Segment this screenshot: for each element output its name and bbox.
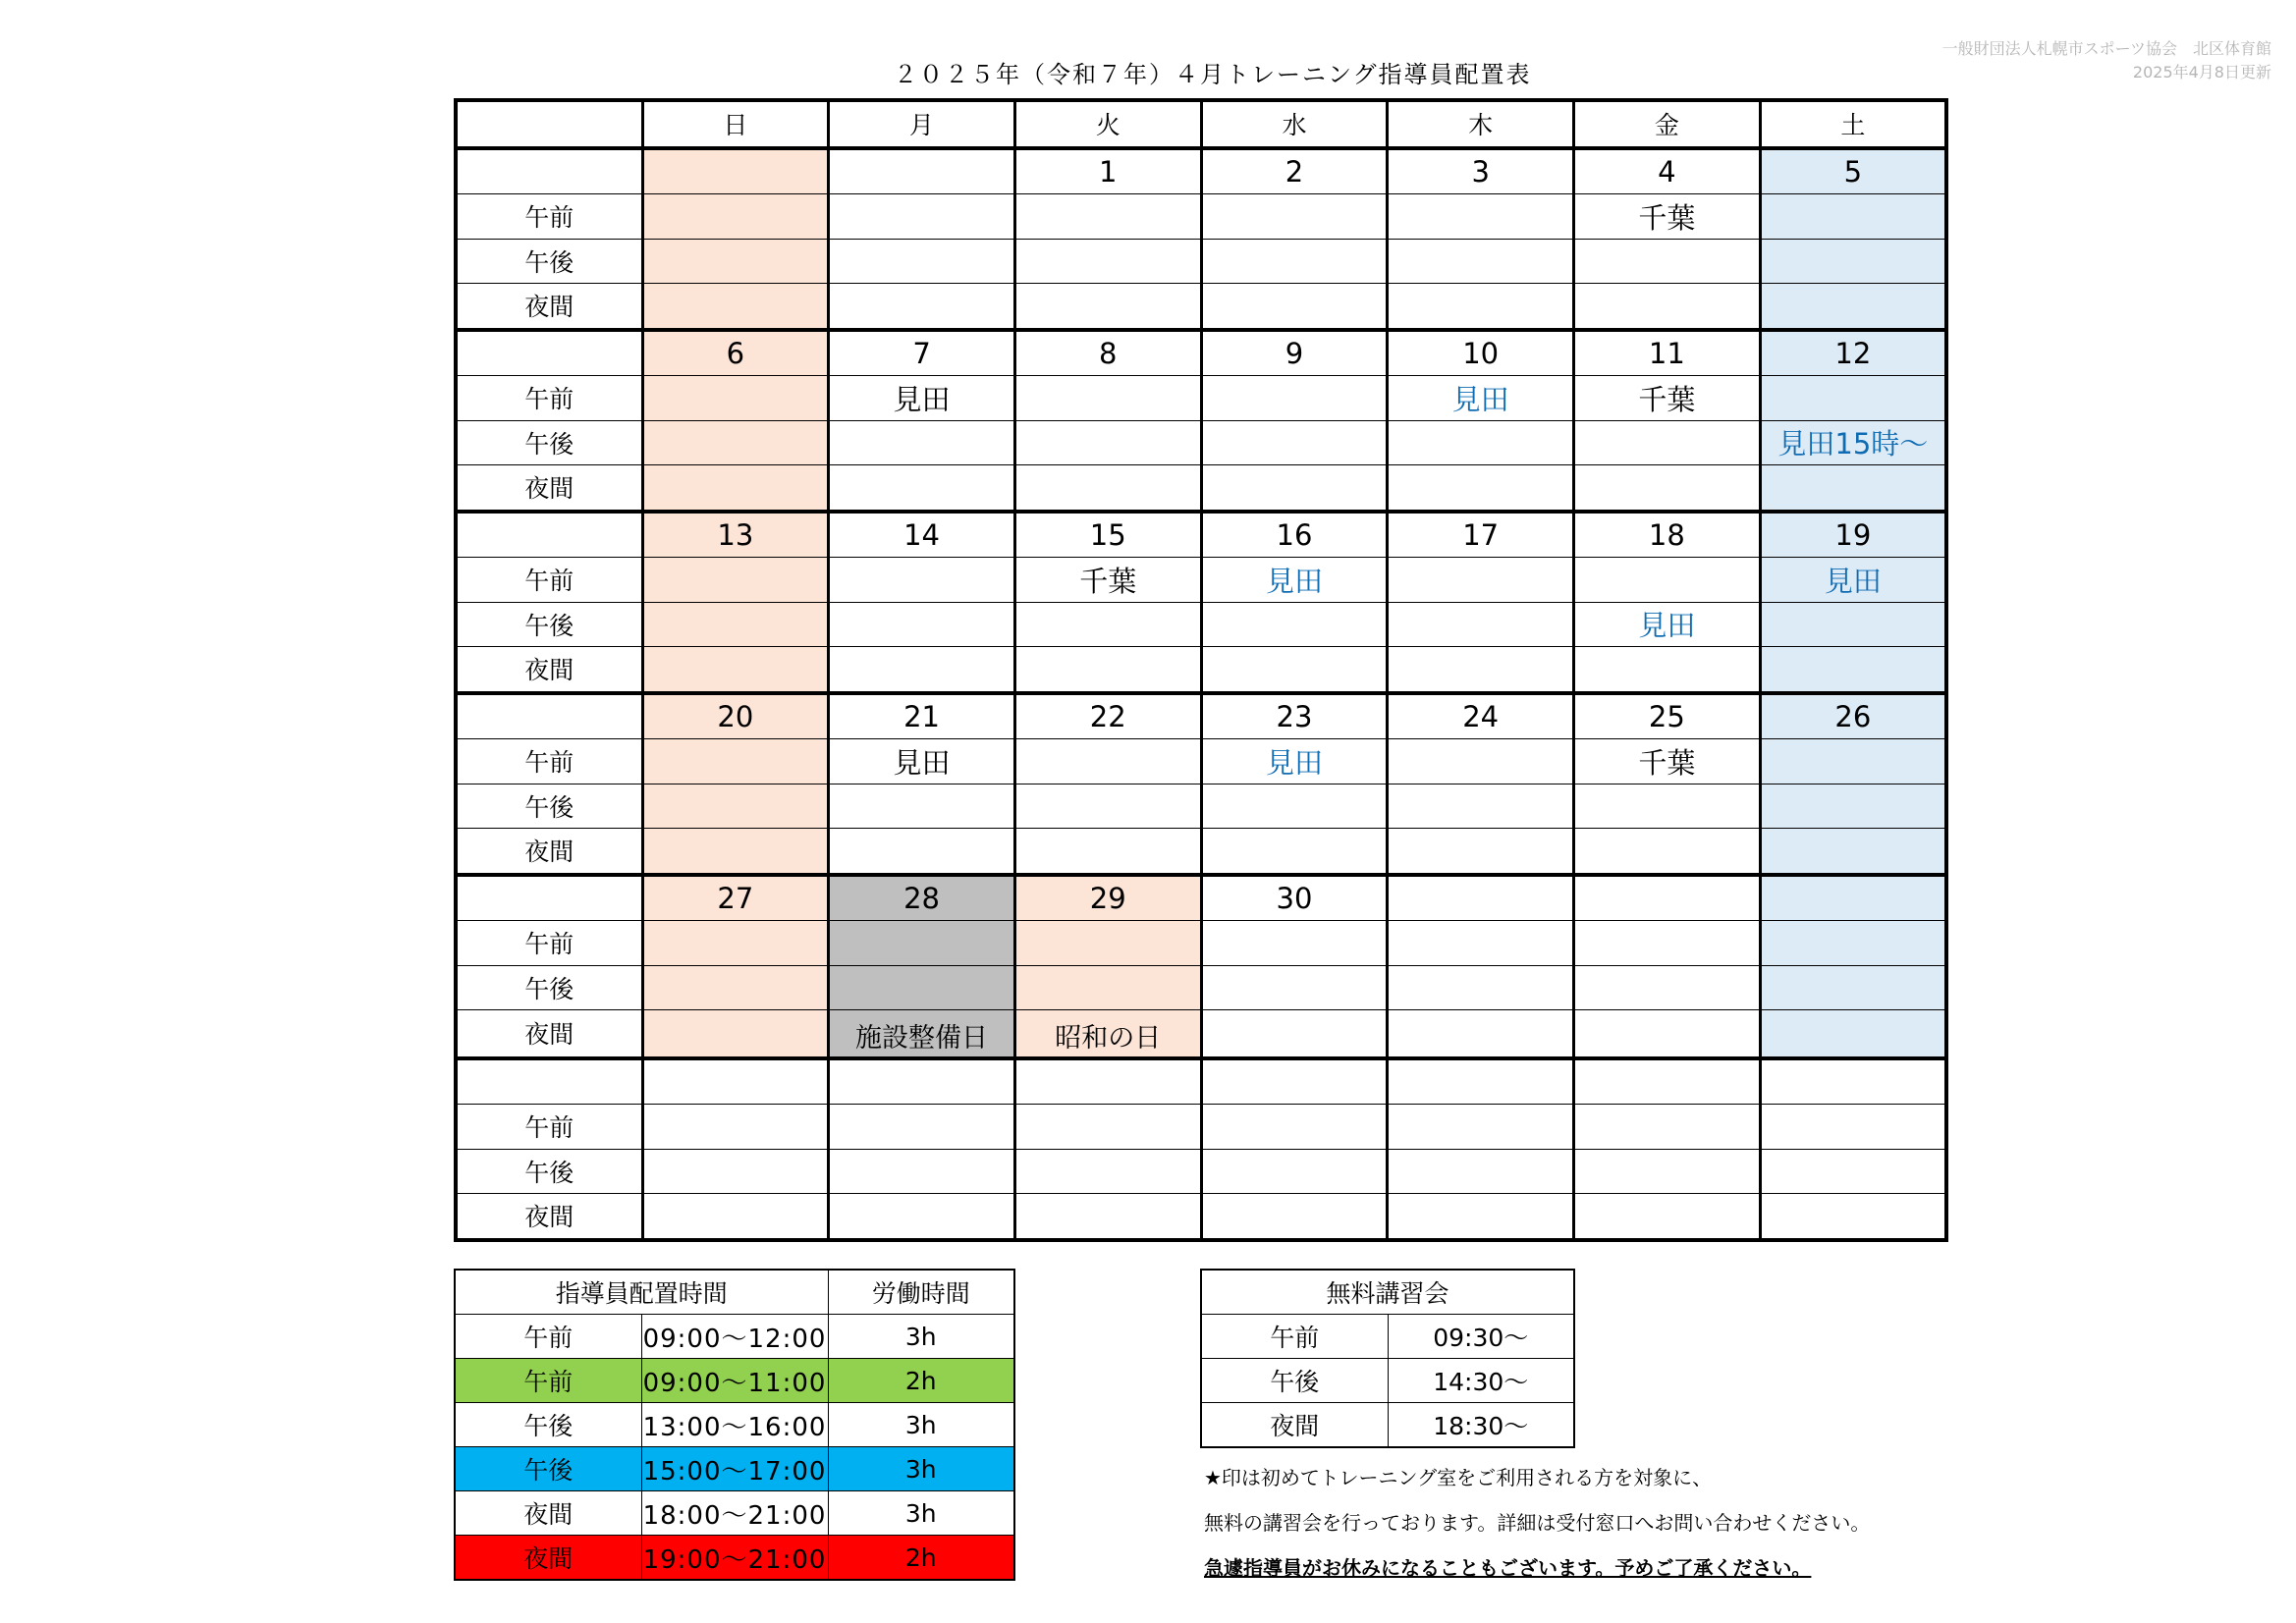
week-slot-row	[456, 647, 1946, 693]
staff-cell	[1014, 239, 1201, 284]
slot-label: 午前	[456, 376, 642, 421]
day-number	[642, 148, 829, 194]
staff-cell	[1388, 1149, 1574, 1194]
staff-cell	[1574, 1194, 1761, 1240]
week-slot-row	[456, 1149, 1946, 1194]
slot-label: 午後	[456, 602, 642, 647]
lecture-title: 無料講習会	[1201, 1270, 1574, 1315]
day-number: 12	[1760, 330, 1946, 376]
lecture-slot: 夜間	[1201, 1403, 1388, 1448]
slot-label: 午後	[456, 784, 642, 829]
lecture-header-row	[1201, 1270, 1574, 1315]
staff-cell	[1574, 965, 1761, 1010]
staff-cell	[642, 829, 829, 875]
staff-cell	[829, 602, 1015, 647]
staff-cell	[1388, 465, 1574, 512]
week-slot-row	[456, 465, 1946, 512]
staff-cell	[1201, 1194, 1388, 1240]
shift-row	[455, 1315, 1014, 1359]
week-slot-row	[456, 1105, 1946, 1150]
staff-cell	[1014, 1105, 1201, 1150]
shift-row	[455, 1403, 1014, 1447]
day-number	[1574, 1058, 1761, 1105]
staff-cell: 昭和の日	[1014, 1010, 1201, 1058]
staff-cell	[829, 1149, 1015, 1194]
week-date-row	[456, 875, 1946, 921]
staff-cell	[1201, 784, 1388, 829]
staff-cell: 施設整備日	[829, 1010, 1015, 1058]
day-number: 5	[1760, 148, 1946, 194]
slot-label: 夜間	[456, 647, 642, 693]
day-number: 16	[1201, 512, 1388, 558]
slot-label: 午前	[456, 739, 642, 784]
lecture-table	[1200, 1269, 1575, 1448]
slot-label: 夜間	[456, 1194, 642, 1240]
staff-cell	[1574, 239, 1761, 284]
staff-cell	[1388, 784, 1574, 829]
lecture-row	[1201, 1403, 1574, 1448]
staff-cell	[642, 602, 829, 647]
row-label-empty	[456, 148, 642, 194]
staff-cell	[1388, 284, 1574, 330]
shift-time-table	[454, 1269, 1015, 1581]
slot-label: 午前	[456, 921, 642, 966]
shift-header-row	[455, 1270, 1014, 1315]
staff-cell	[829, 284, 1015, 330]
day-number: 8	[1014, 330, 1201, 376]
staff-cell	[829, 420, 1015, 465]
lecture-row	[1201, 1359, 1574, 1403]
slot-label: 夜間	[456, 284, 642, 330]
staff-cell	[829, 558, 1015, 603]
staff-cell	[1201, 921, 1388, 966]
day-number: 18	[1574, 512, 1761, 558]
staff-cell: 見田	[829, 739, 1015, 784]
week-slot-row	[456, 739, 1946, 784]
row-label-empty	[456, 512, 642, 558]
day-number	[1760, 875, 1946, 921]
staff-cell	[642, 921, 829, 966]
staff-cell	[642, 784, 829, 829]
staff-cell	[642, 239, 829, 284]
staff-cell	[1201, 965, 1388, 1010]
staff-cell	[1014, 376, 1201, 421]
staff-cell	[829, 1194, 1015, 1240]
staff-cell	[1574, 465, 1761, 512]
staff-cell	[642, 647, 829, 693]
weekday-header: 土	[1760, 100, 1946, 148]
staff-cell	[1760, 647, 1946, 693]
weekday-header: 水	[1201, 100, 1388, 148]
day-number	[1388, 875, 1574, 921]
staff-cell	[1574, 921, 1761, 966]
staff-cell	[1014, 739, 1201, 784]
staff-cell	[1574, 784, 1761, 829]
day-number: 6	[642, 330, 829, 376]
shift-time: 19:00～21:00	[641, 1536, 828, 1581]
week-slot-row	[456, 376, 1946, 421]
staff-cell: 見田	[1760, 558, 1946, 603]
staff-cell	[1574, 829, 1761, 875]
shift-hours: 3h	[828, 1403, 1014, 1447]
staff-cell	[642, 420, 829, 465]
staff-cell	[1201, 239, 1388, 284]
corner-cell	[456, 100, 642, 148]
shift-time: 09:00～11:00	[641, 1359, 828, 1403]
staff-cell	[1760, 829, 1946, 875]
staff-cell: 千葉	[1574, 739, 1761, 784]
staff-cell	[829, 921, 1015, 966]
shift-hours: 2h	[828, 1536, 1014, 1581]
staff-cell	[1388, 239, 1574, 284]
week-slot-row	[456, 602, 1946, 647]
week-date-row	[456, 148, 1946, 194]
staff-cell: 千葉	[1014, 558, 1201, 603]
staff-cell	[1760, 784, 1946, 829]
staff-cell	[1201, 647, 1388, 693]
staff-cell: 見田	[829, 376, 1015, 421]
shift-row	[455, 1447, 1014, 1491]
staff-cell	[642, 558, 829, 603]
staff-cell	[642, 965, 829, 1010]
page-title: ２０２５年（令和７年）４月トレーニング指導員配置表	[894, 61, 1532, 88]
day-number: 19	[1760, 512, 1946, 558]
slot-label: 夜間	[456, 465, 642, 512]
shift-time: 13:00～16:00	[641, 1403, 828, 1447]
slot-label: 午後	[456, 420, 642, 465]
absence-warning: 急遽指導員がお休みになることもございます。予めご了承ください。	[1204, 1556, 1812, 1580]
day-number: 20	[642, 693, 829, 739]
day-number	[1388, 1058, 1574, 1105]
day-number: 24	[1388, 693, 1574, 739]
staff-cell	[1574, 420, 1761, 465]
staff-cell	[1014, 1149, 1201, 1194]
staff-cell	[1574, 1010, 1761, 1058]
staff-cell	[1014, 1194, 1201, 1240]
staff-cell	[642, 1149, 829, 1194]
staff-cell	[1388, 647, 1574, 693]
staff-cell	[829, 465, 1015, 512]
staff-cell: 見田	[1201, 739, 1388, 784]
staff-cell	[1014, 921, 1201, 966]
staff-cell	[1014, 647, 1201, 693]
shift-hours: 3h	[828, 1491, 1014, 1536]
staff-cell	[1201, 284, 1388, 330]
staff-cell	[1014, 602, 1201, 647]
weekday-header: 月	[829, 100, 1015, 148]
day-number: 27	[642, 875, 829, 921]
staff-cell	[1760, 921, 1946, 966]
shift-time: 18:00～21:00	[641, 1491, 828, 1536]
day-number: 4	[1574, 148, 1761, 194]
slot-label: 夜間	[456, 829, 642, 875]
staff-cell	[1760, 1105, 1946, 1150]
staff-cell	[1014, 965, 1201, 1010]
day-number: 21	[829, 693, 1015, 739]
staff-cell	[1760, 465, 1946, 512]
staff-cell	[829, 647, 1015, 693]
week-slot-row	[456, 921, 1946, 966]
shift-hours: 2h	[828, 1359, 1014, 1403]
day-number	[642, 1058, 829, 1105]
staff-cell	[1388, 558, 1574, 603]
shift-hours: 3h	[828, 1315, 1014, 1359]
organization-info	[1942, 37, 2271, 84]
staff-cell	[829, 239, 1015, 284]
staff-cell	[1201, 1010, 1388, 1058]
shift-header-assign: 指導員配置時間	[455, 1270, 828, 1315]
day-number: 13	[642, 512, 829, 558]
staff-cell	[642, 284, 829, 330]
week-date-row	[456, 512, 1946, 558]
day-number: 3	[1388, 148, 1574, 194]
staff-cell	[642, 194, 829, 240]
lecture-time: 14:30～	[1388, 1359, 1574, 1403]
week-slot-row	[456, 1194, 1946, 1240]
staff-cell	[1760, 965, 1946, 1010]
day-number: 23	[1201, 693, 1388, 739]
staff-cell	[1760, 602, 1946, 647]
update-date: 2025年4月8日更新	[2132, 63, 2271, 81]
day-number	[1760, 1058, 1946, 1105]
week-slot-row	[456, 965, 1946, 1010]
staff-cell	[1574, 1149, 1761, 1194]
day-number: 7	[829, 330, 1015, 376]
staff-cell	[829, 784, 1015, 829]
week-slot-row	[456, 1010, 1946, 1058]
staff-cell	[1760, 194, 1946, 240]
week-date-row	[456, 330, 1946, 376]
staff-cell	[829, 1105, 1015, 1150]
staff-cell	[1014, 284, 1201, 330]
day-number: 26	[1760, 693, 1946, 739]
staff-cell	[1388, 965, 1574, 1010]
staff-cell: 見田	[1201, 558, 1388, 603]
row-label-empty	[456, 1058, 642, 1105]
weekday-header: 火	[1014, 100, 1201, 148]
staff-cell	[1388, 1010, 1574, 1058]
slot-label: 午前	[456, 1105, 642, 1150]
shift-header-hours: 労働時間	[828, 1270, 1014, 1315]
week-slot-row	[456, 239, 1946, 284]
staff-cell	[642, 376, 829, 421]
weekday-header: 日	[642, 100, 829, 148]
staff-cell	[1201, 829, 1388, 875]
lecture-notes	[1204, 1455, 1870, 1591]
day-number: 14	[829, 512, 1015, 558]
slot-label: 午前	[456, 558, 642, 603]
staff-cell	[1201, 1149, 1388, 1194]
staff-cell	[1388, 1105, 1574, 1150]
row-label-empty	[456, 875, 642, 921]
staff-cell	[642, 465, 829, 512]
staff-cell: 千葉	[1574, 376, 1761, 421]
staff-cell: 千葉	[1574, 194, 1761, 240]
staff-cell	[1014, 829, 1201, 875]
staff-cell	[642, 1010, 829, 1058]
lecture-slot: 午前	[1201, 1315, 1388, 1359]
day-number: 25	[1574, 693, 1761, 739]
staff-cell	[1201, 194, 1388, 240]
shift-row	[455, 1359, 1014, 1403]
shift-hours: 3h	[828, 1447, 1014, 1491]
staff-cell	[1388, 829, 1574, 875]
slot-label: 午後	[456, 1149, 642, 1194]
staff-cell	[1574, 647, 1761, 693]
day-number	[1014, 1058, 1201, 1105]
row-label-empty	[456, 693, 642, 739]
day-number	[1574, 875, 1761, 921]
lecture-time: 18:30～	[1388, 1403, 1574, 1448]
day-number: 2	[1201, 148, 1388, 194]
day-number: 30	[1201, 875, 1388, 921]
staff-cell	[1201, 420, 1388, 465]
week-slot-row	[456, 558, 1946, 603]
lecture-time: 09:30～	[1388, 1315, 1574, 1359]
staff-cell	[642, 1105, 829, 1150]
week-date-row	[456, 1058, 1946, 1105]
staff-cell	[642, 1194, 829, 1240]
day-number: 29	[1014, 875, 1201, 921]
staff-cell	[1388, 1194, 1574, 1240]
staff-cell	[1388, 420, 1574, 465]
staff-cell	[1760, 1010, 1946, 1058]
staff-cell: 見田15時～	[1760, 420, 1946, 465]
staff-cell	[1574, 1105, 1761, 1150]
calendar-table	[454, 98, 1948, 1242]
weekday-header-row	[456, 100, 1946, 148]
staff-cell	[1014, 465, 1201, 512]
staff-cell	[829, 965, 1015, 1010]
shift-time: 09:00～12:00	[641, 1315, 828, 1359]
day-number	[1201, 1058, 1388, 1105]
organization-name: 一般財団法人札幌市スポーツ協会 北区体育館	[1941, 39, 2271, 58]
day-number: 15	[1014, 512, 1201, 558]
staff-cell	[1574, 284, 1761, 330]
staff-cell	[1201, 465, 1388, 512]
day-number: 9	[1201, 330, 1388, 376]
day-number: 17	[1388, 512, 1574, 558]
staff-cell	[1388, 194, 1574, 240]
day-number	[829, 148, 1015, 194]
staff-cell	[1201, 602, 1388, 647]
slot-label: 午前	[456, 194, 642, 240]
weekday-header: 木	[1388, 100, 1574, 148]
staff-cell	[1388, 739, 1574, 784]
shift-time: 15:00～17:00	[641, 1447, 828, 1491]
week-slot-row	[456, 284, 1946, 330]
note-line-2: 無料の講習会を行っております。詳細は受付窓口へお問い合わせください。	[1204, 1511, 1871, 1535]
week-slot-row	[456, 829, 1946, 875]
staff-cell	[829, 829, 1015, 875]
week-slot-row	[456, 194, 1946, 240]
staff-cell	[1760, 1194, 1946, 1240]
shift-row	[455, 1536, 1014, 1581]
shift-slot: 午後	[455, 1403, 641, 1447]
staff-cell	[1760, 284, 1946, 330]
shift-slot: 午前	[455, 1315, 641, 1359]
staff-cell	[1014, 420, 1201, 465]
staff-cell	[1760, 1149, 1946, 1194]
week-date-row	[456, 693, 1946, 739]
shift-slot: 夜間	[455, 1536, 641, 1581]
staff-cell	[1201, 376, 1388, 421]
day-number: 22	[1014, 693, 1201, 739]
staff-cell: 見田	[1574, 602, 1761, 647]
staff-cell	[829, 194, 1015, 240]
row-label-empty	[456, 330, 642, 376]
weekday-header: 金	[1574, 100, 1761, 148]
staff-cell	[1388, 921, 1574, 966]
staff-cell	[1760, 239, 1946, 284]
staff-cell	[1760, 376, 1946, 421]
shift-slot: 夜間	[455, 1491, 641, 1536]
lecture-slot: 午後	[1201, 1359, 1388, 1403]
staff-cell	[1574, 558, 1761, 603]
slot-label: 夜間	[456, 1010, 642, 1058]
shift-slot: 午後	[455, 1447, 641, 1491]
shift-row	[455, 1491, 1014, 1536]
day-number: 11	[1574, 330, 1761, 376]
staff-cell	[1014, 784, 1201, 829]
slot-label: 午後	[456, 239, 642, 284]
shift-slot: 午前	[455, 1359, 641, 1403]
day-number: 1	[1014, 148, 1201, 194]
day-number	[829, 1058, 1015, 1105]
staff-cell	[1201, 1105, 1388, 1150]
week-slot-row	[456, 784, 1946, 829]
day-number: 28	[829, 875, 1015, 921]
day-number: 10	[1388, 330, 1574, 376]
lecture-row	[1201, 1315, 1574, 1359]
week-slot-row	[456, 420, 1946, 465]
note-line-1: ★印は初めてトレーニング室をご利用される方を対象に、	[1204, 1466, 1713, 1489]
slot-label: 午後	[456, 965, 642, 1010]
staff-cell	[1760, 739, 1946, 784]
staff-cell	[1014, 194, 1201, 240]
staff-cell	[642, 739, 829, 784]
staff-cell	[1388, 602, 1574, 647]
staff-cell: 見田	[1388, 376, 1574, 421]
